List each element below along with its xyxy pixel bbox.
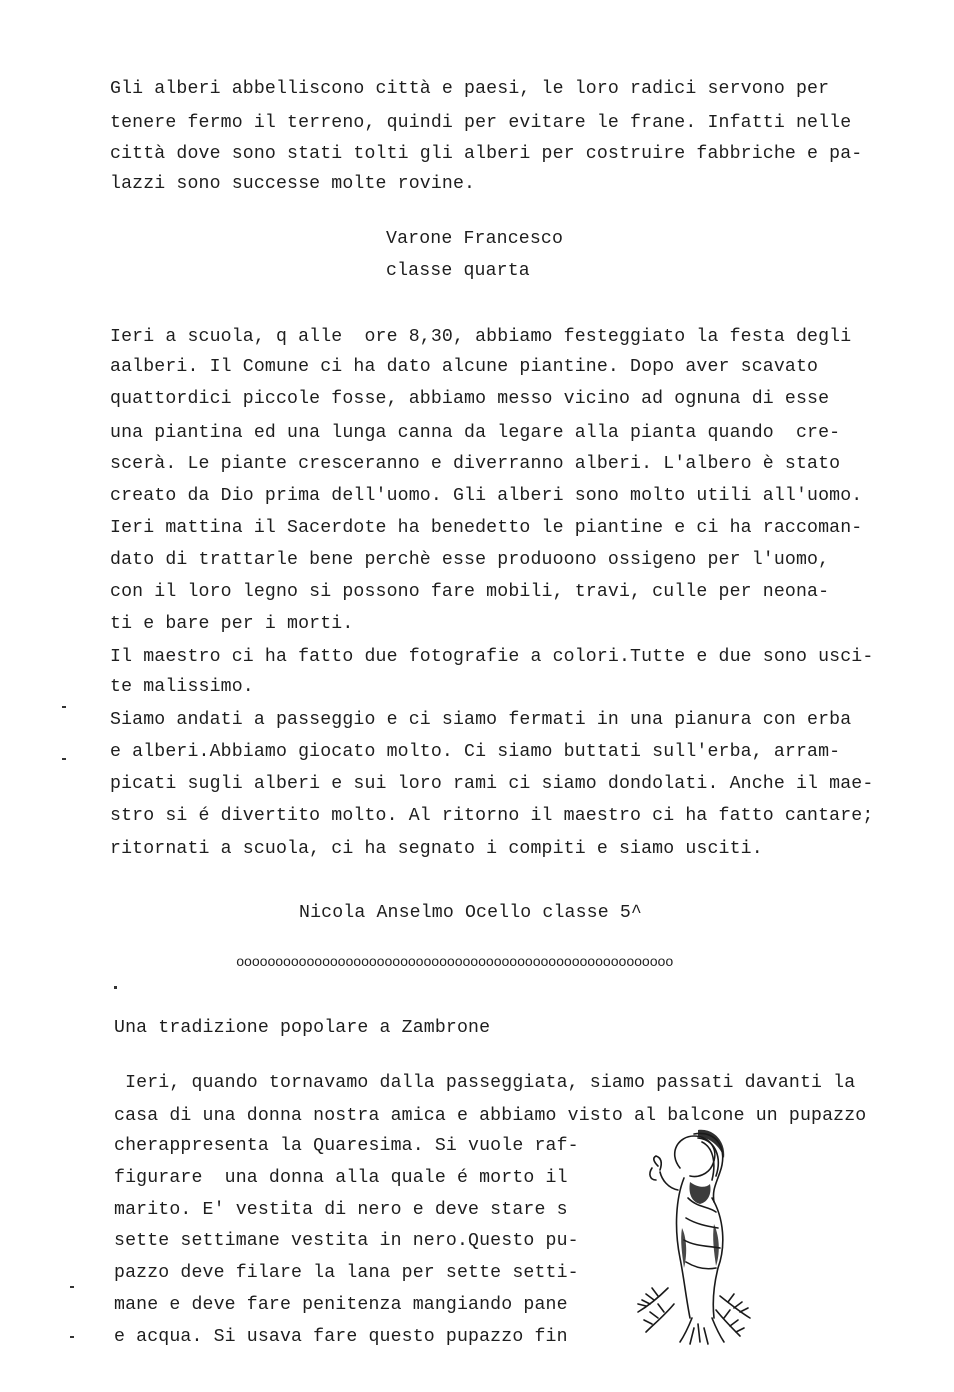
text-line: figurare una donna alla quale é morto il — [114, 1168, 568, 1188]
text-line: città dove sono stati tolti gli alberi per costruire fabbriche e pa- — [110, 144, 863, 164]
text-line: Ieri a scuola, q alle ore 8,30, abbiamo festeggiato la festa degli — [110, 327, 852, 347]
scan-mark — [62, 758, 66, 760]
text-line: Gli alberi abbelliscono città e paesi, le loro radici servono per — [110, 79, 830, 99]
text-line: ti e bare per i morti. — [110, 614, 354, 634]
text-line: creato da Dio prima dell'uomo. Gli alberi sono molto utili all'uomo. — [110, 486, 863, 506]
text-line: una piantina ed una lunga canna da legare alla pianta quando cre- — [110, 423, 841, 443]
text-line: marito. E' vestita di nero e deve stare s — [114, 1200, 568, 1220]
scan-mark — [62, 706, 66, 708]
text-line: Ieri mattina il Sacerdote ha benedetto le piantine e ci ha raccoman- — [110, 518, 863, 538]
text-line: Ieri, quando tornavamo dalla passeggiata, siamo passati davanti la — [114, 1073, 856, 1093]
text-line: quattordici piccole fosse, abbiamo messo vicino ad ognuna di esse — [110, 389, 830, 409]
author-name: Varone Francesco — [386, 229, 564, 249]
separator-line: oooooooooooooooooooooooooooooooooooooooooooooooooooooooo — [236, 955, 673, 971]
text-line: casa di una donna nostra amica e abbiamo visto al balcone un pupazzo — [114, 1106, 867, 1126]
text-line: scerà. Le piante cresceranno e diverranno alberi. L'albero è stato — [110, 454, 841, 474]
text-line: aalberi. Il Comune ci ha dato alcune piantine. Dopo aver scavato — [110, 357, 819, 377]
author-signature: Nicola Anselmo Ocello classe 5^ — [299, 903, 642, 923]
text-line: e acqua. Si usava fare questo pupazzo fin — [114, 1327, 568, 1347]
scan-mark — [70, 1286, 74, 1288]
text-line: ritornati a scuola, ci ha segnato i compiti e siamo usciti. — [110, 839, 763, 859]
text-line: tenere fermo il terreno, quindi per evitare le frane. Infatti nelle — [110, 113, 852, 133]
text-line: mane e deve fare penitenza mangiando pane — [114, 1295, 568, 1315]
quaresima-puppet-illustration — [628, 1128, 758, 1350]
author-class: classe quarta — [386, 261, 530, 281]
text-line: con il loro legno si possono fare mobili, travi, culle per neona- — [110, 582, 830, 602]
text-line: lazzi sono successe molte rovine. — [110, 174, 476, 194]
text-line: pazzo deve filare la lana per sette setti- — [114, 1263, 579, 1283]
text-line: te malissimo. — [110, 677, 254, 697]
text-line: stro si é divertito molto. Al ritorno il maestro ci ha fatto cantare; — [110, 806, 874, 826]
text-line: sette settimane vestita in nero.Questo pu- — [114, 1231, 579, 1251]
scan-mark — [114, 986, 117, 989]
text-line: dato di trattarle bene perchè esse produoono ossigeno per l'uomo, — [110, 550, 830, 570]
text-line: e alberi.Abbiamo giocato molto. Ci siamo buttati sull'erba, arram- — [110, 742, 841, 762]
scan-mark — [70, 1336, 74, 1338]
text-line: picati sugli alberi e sui loro rami ci siamo dondolati. Anche il mae- — [110, 774, 874, 794]
text-line: cherappresenta la Quaresima. Si vuole raf- — [114, 1136, 579, 1156]
text-line: Il maestro ci ha fatto due fotografie a colori.Tutte e due sono usci- — [110, 647, 874, 667]
section-title: Una tradizione popolare a Zambrone — [114, 1018, 491, 1038]
text-line: Siamo andati a passeggio e ci siamo fermati in una pianura con erba — [110, 710, 852, 730]
